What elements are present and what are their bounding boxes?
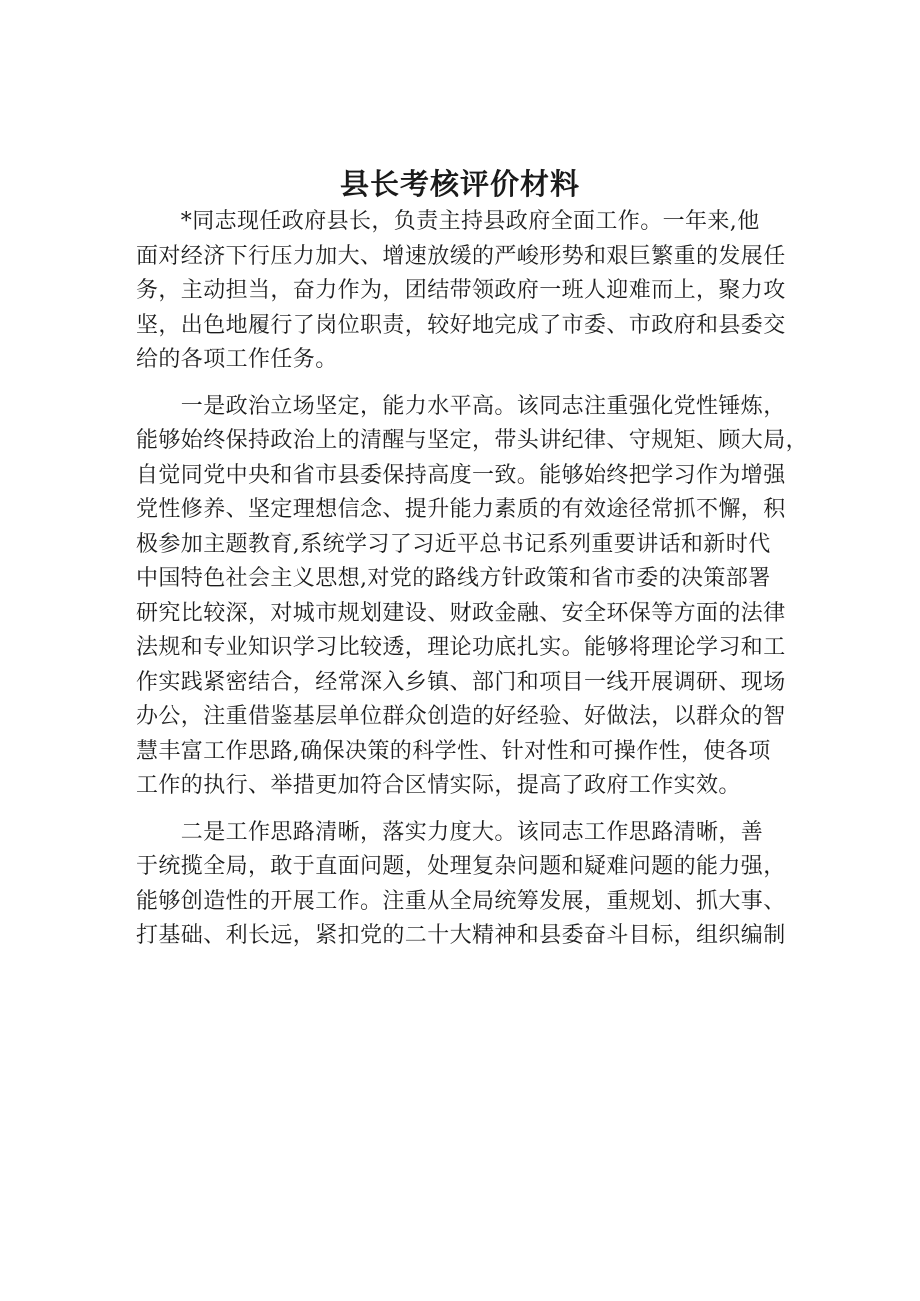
document-title: 县长考核评价材料 [339, 167, 580, 201]
paragraph-line: 能够创造性的开展工作。注重从全局统筹发展，重规划、抓大事、 [136, 888, 786, 914]
paragraph-line: 给的各项工作任务。 [136, 347, 338, 372]
paragraph-line: 能够始终保持政治上的清醒与坚定，带头讲纪律、守规矩、顾大局， [136, 428, 809, 453]
paragraph-line: 一是政治立场坚定，能力水平高。该同志注重强化党性锤炼， [136, 393, 786, 419]
paragraph-line: 极参加主题教育,系统学习了习近平总书记系列重要讲话和新时代 [136, 531, 771, 557]
paragraph-line: 办公，注重借鉴基层单位群众创造的好经验、好做法，以群众的智 [136, 704, 786, 729]
paragraph-line: 中国特色社会主义思想,对党的路线方针政策和省市委的决策部署 [136, 566, 771, 591]
paragraph-line: 法规和专业知识学习比较透，理论功底扎实。能够将理论学习和工 [136, 635, 786, 660]
paragraph-line: 党性修养、坚定理想信念、提升能力素质的有效途径常抓不懈，积 [136, 497, 786, 522]
paragraph-intro [136, 205, 796, 378]
paragraph-line: 于统揽全局，敢于直面问题，处理复杂问题和疑难问题的能力强， [136, 854, 786, 879]
paragraph-line: 面对经济下行压力加大、增速放缓的严峻形势和艰巨繁重的发展任 [136, 243, 786, 269]
paragraph-line: 自觉同党中央和省市县委保持高度一致。能够始终把学习作为增强 [136, 462, 786, 488]
document-body [136, 205, 809, 954]
paragraph-line: 务，主动担当，奋力作为，团结带领政府一班人迎难而上，聚力攻 [136, 278, 786, 303]
paragraph-line: 打基础、利长远，紧扣党的二十大精神和县委奋斗目标，组织编制 [136, 923, 786, 948]
paragraph-line: 坚，出色地履行了岗位职责，较好地完成了市委、市政府和县委交 [136, 312, 786, 338]
paragraph-line: 二是工作思路清晰，落实力度大。该同志工作思路清晰，善 [136, 819, 764, 845]
paragraph-political-stance [136, 390, 809, 804]
paragraph-line: 作实践紧密结合，经常深入乡镇、部门和项目一线开展调研、现场 [136, 669, 786, 695]
paragraph-line: *同志现任政府县长，负责主持县政府全面工作。一年来,他 [136, 209, 760, 234]
paragraph-line: 研究比较深，对城市规划建设、财政金融、安全环保等方面的法律 [136, 600, 786, 626]
paragraph-line: 慧丰富工作思路,确保决策的科学性、针对性和可操作性，使各项 [136, 738, 771, 764]
paragraph-work-approach [136, 816, 796, 954]
paragraph-line: 工作的执行、举措更加符合区情实际，提高了政府工作实效。 [136, 773, 741, 798]
